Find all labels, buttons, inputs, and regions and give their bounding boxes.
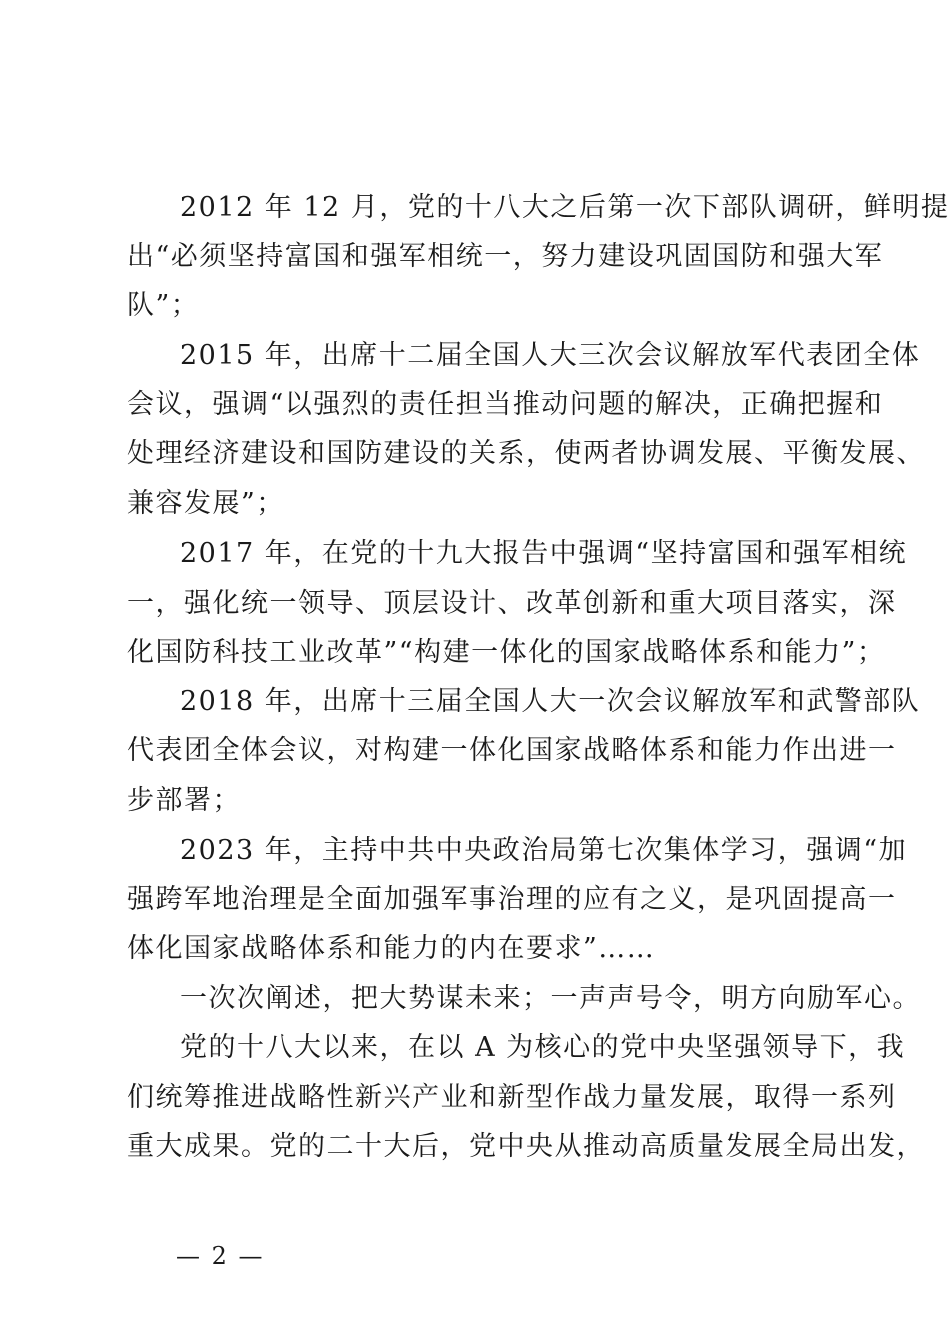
summary-line: 一次次阐述，把大势谋未来；一声声号令，明方向励军心。: [180, 983, 921, 1014]
paragraph-2012-line-1: 2012 年 12 月，党的十八大之后第一次下部队调研，鲜明提: [180, 192, 950, 223]
closing-paragraph-line-3: 重大成果。党的二十大后，党中央从推动高质量发展全局出发，: [127, 1131, 925, 1162]
paragraph-2015-line-1: 2015 年，出席十二届全国人大三次会议解放军代表团全体: [180, 340, 921, 371]
closing-paragraph-line-1: 党的十八大以来，在以 A 为核心的党中央坚强领导下，我: [180, 1032, 906, 1063]
paragraph-2023-line-2: 强跨军地治理是全面加强军事治理的应有之义，是巩固提高一: [127, 884, 897, 915]
paragraph-2017-line-2: 一，强化统一领导、顶层设计、改革创新和重大项目落实，深: [127, 588, 897, 619]
paragraph-2018-line-1: 2018 年，出席十三届全国人大一次会议解放军和武警部队: [180, 686, 921, 717]
paragraph-2015-line-2: 会议，强调“以强烈的责任担当推动问题的解决，正确把握和: [127, 389, 884, 420]
paragraph-2015-line-3: 处理经济建设和国防建设的关系，使两者协调发展、平衡发展、: [127, 438, 925, 469]
paragraph-2017-line-1: 2017 年，在党的十九大报告中强调“坚持富国和强军相统: [180, 538, 908, 569]
paragraph-2012-line-2: 出“必须坚持富国和强军相统一，努力建设巩固国防和强大军: [127, 241, 884, 272]
paragraph-2012-line-3: 队”；: [127, 290, 200, 321]
paragraph-2017-line-3: 化国防科技工业改革”“构建一体化的国家战略体系和能力”；: [127, 637, 886, 668]
paragraph-2018-line-2: 代表团全体会议，对构建一体化国家战略体系和能力作出进一: [127, 735, 897, 766]
closing-paragraph-line-2: 们统筹推进战略性新兴产业和新型作战力量发展，取得一系列: [127, 1082, 897, 1113]
paragraph-2023-line-1: 2023 年，主持中共中央政治局第七次集体学习，强调“加: [180, 835, 908, 866]
paragraph-2018-line-3: 步部署；: [127, 785, 241, 816]
paragraph-2023-line-3: 体化国家战略体系和能力的内在要求”……: [127, 933, 656, 964]
paragraph-2015-line-4: 兼容发展”；: [127, 488, 285, 519]
page-number: — 2 —: [176, 1242, 265, 1270]
